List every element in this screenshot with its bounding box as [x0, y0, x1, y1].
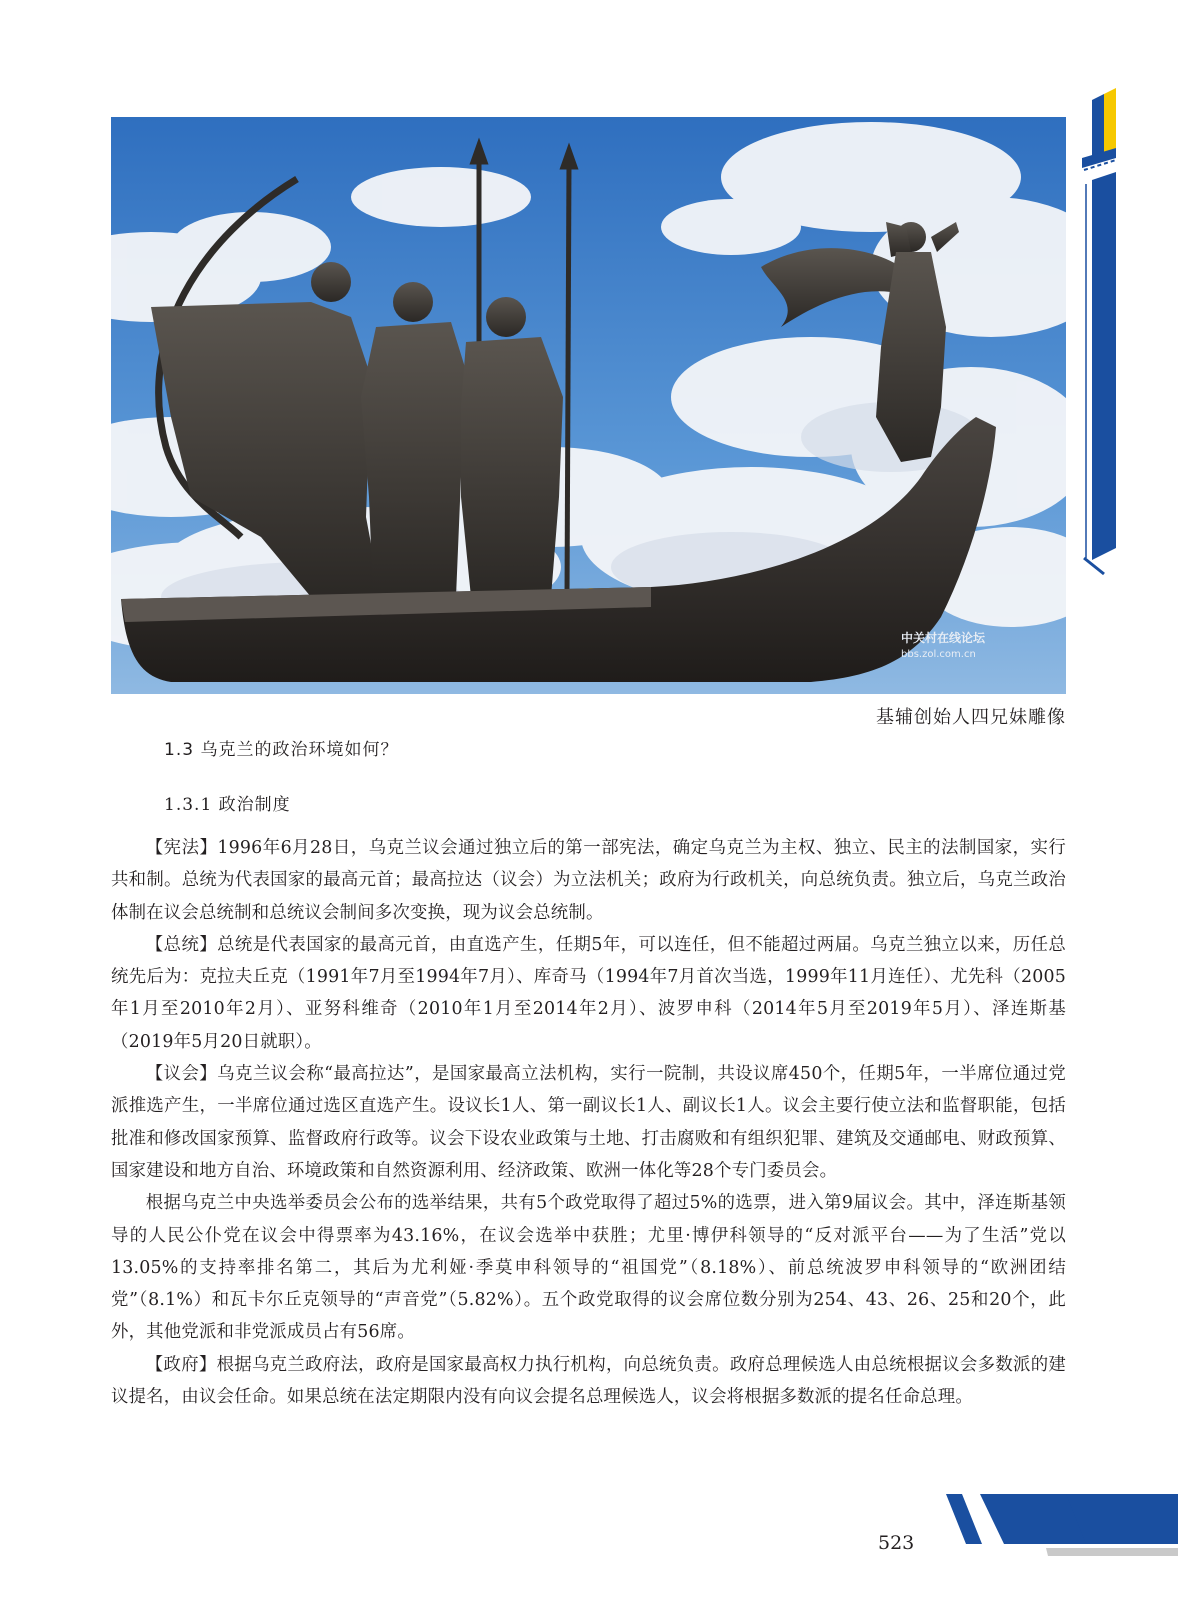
section-heading: 1.3 乌克兰的政治环境如何？: [164, 740, 399, 760]
monument-photo: [111, 117, 1066, 694]
paragraph-parliament: 【议会】乌克兰议会称“最高拉达”，是国家最高立法机构，实行一院制，共设议席450个，任期5年，一半席位通过党派推选产生，一半席位通过选区直选产生。设议长1人、第一副议长1人、副议长1人。议会主要行使立法和监督职能，包括批准和修改国家预算、监督政府行政等。议会下设农业政策与土地、打击腐败和有组织犯罪、建筑及交通邮电、财政预算、国家建设和地方自治、环境政策和自然资源利用、经济政策、欧洲一体化等28个专门委员会。: [111, 1064, 1066, 1181]
figure-caption: 基辅创始人四兄妹雕像: [876, 707, 1066, 728]
svg-text:bbs.zol.com.cn: bbs.zol.com.cn: [901, 649, 976, 660]
subsection-heading: 1.3.1 政治制度: [164, 795, 291, 815]
page-number: 523: [878, 1532, 915, 1554]
side-tab-decoration: [1082, 88, 1122, 588]
footer-stripes-decoration: [940, 1490, 1178, 1562]
paragraph-constitution: 【宪法】1996年6月28日，乌克兰议会通过独立后的第一部宪法，确定乌克兰为主权、独立、民主的法制国家，实行共和制。总统为代表国家的最高元首；最高拉达（议会）为立法机关；政府为行政机关，向总统负责。独立后，乌克兰政治体制在议会总统制和总统议会制间多次变换，现为议会总统制。: [111, 838, 1066, 923]
paragraph-president: 【总统】总统是代表国家的最高元首，由直选产生，任期5年，可以连任，但不能超过两届。乌克兰独立以来，历任总统先后为：克拉夫丘克（1991年7月至1994年7月）、库奇马（1994年7月首次当选，1999年11月连任）、尤先科（2005年1月至2010年2月）、亚努科维奇（2010年1月至2014年2月）、波罗申科（2014年5月至2019年5月）、泽连斯基（2019年5月20日就职）。: [111, 934, 1066, 1052]
paragraph-election-results: 根据乌克兰中央选举委员会公布的选举结果，共有5个政党取得了超过5%的选票，进入第9届议会。其中，泽连斯基领导的人民公仆党在议会中得票率为43.16%，在议会选举中获胜；尤里·博伊科领导的“反对派平台——为了生活”党以13.05%的支持率排名第二，其后为尤利娅·季莫申科领导的“祖国党”（8.18%）、前总统波罗申科领导的“欧洲团结党”（8.1%）和瓦卡尔丘克领导的“声音党”（5.82%）。五个政党取得的议会席位数分别为254、43、26、25和20个，此外，其他党派和非党派成员占有56席。: [111, 1193, 1066, 1343]
svg-text:中关村在线论坛: 中关村在线论坛: [901, 631, 986, 645]
body-text: [111, 832, 1066, 1413]
paragraph-government: 【政府】根据乌克兰政府法，政府是国家最高权力执行机构，向总统负责。政府总理候选人由总统根据议会多数派的建议提名，由议会任命。如果总统在法定期限内没有向议会提名总理候选人，议会将根据多数派的提名任命总理。: [111, 1354, 1066, 1408]
